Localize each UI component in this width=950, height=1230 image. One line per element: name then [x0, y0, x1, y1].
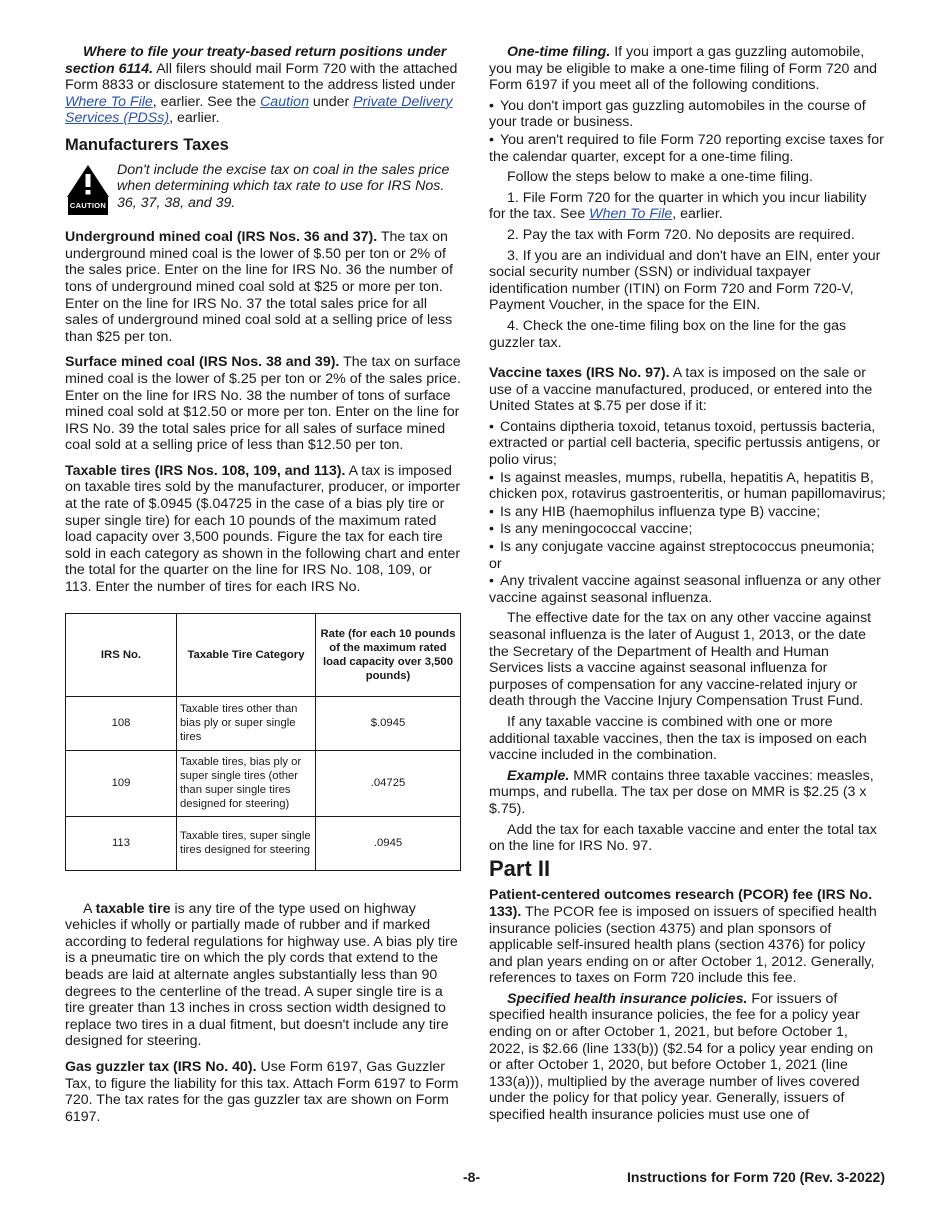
cell-irs-no: 109: [66, 750, 177, 816]
cell-category: Taxable tires other than bias ply or super single tires: [177, 696, 316, 750]
table-row: [66, 816, 461, 870]
list-item: • You don't import gas guzzling automobiles in the course of your trade or business.: [489, 98, 886, 131]
example-paragraph: Example. MMR contains three taxable vaccines: measles, mumps, and rubella. The tax per dose on MMR is $2.25 (3 x $.75).: [489, 767, 874, 817]
cell-irs-no: 108: [66, 696, 177, 750]
warning-triangle-icon: [66, 164, 110, 198]
table-header-row: [66, 613, 461, 696]
list-item: • Is against measles, mumps, rubella, hepatitis A, hepatitis B, chicken pox, rotavirus gastroenteritis, or human papillomavirus;: [489, 470, 886, 503]
taxable-tire-definition: A taxable tire is any tire of the type used on highway vehicles if wholly or partially made of rubber and if marked according to federal regulations for highway use. A bias ply tire is a pneumatic tire on which the ply cords that extend to the beads are laid at alternate angles substantially less than 90 degrees to the centerline of the tread. A super single tire is a tire greater than 13 inches in cross section width designed to replace two tires in a dual fitment, but doesn't include any tire designed for steering.: [65, 900, 458, 1050]
cell-rate: .0945: [316, 816, 461, 870]
one-time-filing-paragraph: One-time filing. If you import a gas guzzling automobile, you may be eligible to make a one-time filing of Form 720 and Form 6197 if you meet all of the following conditions.: [489, 44, 877, 94]
cell-rate: $.0945: [316, 696, 461, 750]
treaty-lead: Where to file your treaty-based return positions under section 6114.: [65, 44, 447, 77]
right-column: [489, 44, 886, 1133]
step-1: 1. File Form 720 for the quarter in which you incur liability for the tax. See When To File, earlier.: [489, 189, 867, 223]
caution-icon: [65, 164, 111, 216]
vaccine-taxes-paragraph: Vaccine taxes (IRS No. 97). A tax is imposed on the sale or use of a vaccine manufactured, produced, or entered into the United States at $.75 per dose if it:: [489, 365, 873, 415]
list-item: • Is any meningococcal vaccine;: [489, 521, 886, 538]
caution-text: Don't include the excise tax on coal in the sales price when determining which tax rate to use for IRS Nos. 36, 37, 38, and 39.: [117, 161, 450, 211]
when-to-file-link[interactable]: When To File: [589, 206, 673, 223]
underground-coal-paragraph: Underground mined coal (IRS Nos. 36 and 37). The tax on underground mined coal is the lower of $.50 per ton or 2% of the sales price. Enter on the line for IRS No. 36 the number of tons of underground mined coal sold at $25 or more per ton. Enter on the line for IRS No. 37 the total sales price for all sales of underground mined coal sold at a selling price of less than $25 per ton.: [65, 229, 454, 345]
part-ii-heading: Part II: [489, 855, 551, 881]
header-irs-no: IRS No.: [66, 613, 177, 696]
list-item: • You aren't required to file Form 720 reporting excise taxes for the calendar quarter, except for a one-time filing.: [489, 132, 886, 165]
page-number: -8-: [463, 1169, 481, 1185]
list-item: • Is any HIB (haemophilus influenza type B) vaccine;: [489, 504, 886, 521]
add-tax-paragraph: Add the tax for each taxable vaccine and enter the total tax on the line for IRS No. 97.: [489, 821, 877, 855]
taxable-tires-paragraph: Taxable tires (IRS Nos. 108, 109, and 113). A tax is imposed on taxable tires sold by the manufacturer, producer, or importer at the rate of $.0945 ($.04725 in the case of a bias ply tire or super single tire) for each 10 pounds of the maximum rated load capacity over 3,500 pounds. Figure the tax for each tire sold in each category as shown in the following chart and enter the total for the quarter on the line for IRS No. 108, 109, or 113. Enter the number of tires for each IRS No.: [65, 462, 461, 596]
left-column: [65, 44, 462, 1134]
manufacturers-taxes-heading: Manufacturers Taxes: [65, 135, 229, 154]
steps-intro: Follow the steps below to make a one-time filing.: [507, 169, 813, 186]
pdss-link[interactable]: Private Delivery Services (PDSs): [65, 93, 453, 127]
header-category: Taxable Tire Category: [177, 613, 316, 696]
surface-coal-paragraph: Surface mined coal (IRS Nos. 38 and 39). The tax on surface mined coal is the lower of $.25 per ton or 2% of the sales price. Enter on the line for IRS No. 38 the number of tons of surface mined coal sold at $12.50 or more per ton. Enter on the line for IRS No. 39 the total sales price for all sales of surface mined coal sold at a selling price of less than $12.50 per ton.: [65, 354, 461, 454]
where-to-file-link[interactable]: Where To File: [65, 93, 153, 110]
list-item: • Contains diptheria toxoid, tetanus toxoid, pertussis bacteria, extracted or partial cell bacteria, specific pertussis antigens, or polio virus;: [489, 419, 886, 469]
cell-irs-no: 113: [66, 816, 177, 870]
cell-rate: .04725: [316, 750, 461, 816]
table-row: [66, 696, 461, 750]
list-item: • Any trivalent vaccine against seasonal influenza or any other vaccine against seasonal influenza.: [489, 573, 886, 606]
list-item: • Is any conjugate vaccine against streptococcus pneumonia; or: [489, 539, 886, 572]
caution-label: CAUTION: [68, 197, 108, 216]
gas-guzzler-paragraph: Gas guzzler tax (IRS No. 40). Use Form 6197, Gas Guzzler Tax, to figure the liability for this tax. Attach Form 6197 to Form 720. The tax rates for the gas guzzler tax are shown on Form 6197.: [65, 1058, 459, 1125]
step-4: 4. Check the one-time filing box on the line for the gas guzzler tax.: [489, 317, 847, 351]
header-rate: Rate (for each 10 pounds of the maximum rated load capacity over 3,500 pounds): [316, 613, 461, 696]
tire-rate-table: [65, 613, 461, 871]
effective-date-paragraph: The effective date for the tax on any other vaccine against seasonal influenza is the later of August 1, 2013, or the date the Secretary of the Department of Health and Human Services lists a vaccine against seasonal influenza for purposes of compensation for any vaccine-related injury or death through the Vaccine Injury Compensation Trust Fund.: [489, 610, 872, 710]
caution-link[interactable]: Caution: [260, 93, 309, 110]
combined-vaccine-paragraph: If any taxable vaccine is combined with one or more additional taxable vaccines, then the tax is imposed on each vaccine included in the combination.: [489, 713, 867, 764]
table-row: [66, 750, 461, 816]
pcor-paragraph: Patient-centered outcomes research (PCOR) fee (IRS No. 133). The PCOR fee is imposed on issuers of specified health insurance policies (section 4375) and plan sponsors of applicable self-insured health plans (section 4376) for policy and plan years ending on or after October 1, 2012. Generally, references to taxes on Form 720 include this fee.: [489, 887, 877, 987]
treaty-paragraph: Where to file your treaty-based return positions under section 6114. All filers should mail Form 720 with the attached Form 8833 or disclosure statement to the address listed under Where To File, earlier. See the Caution under Private Delivery Services (PDSs), earlier.: [65, 44, 458, 127]
step-2: 2. Pay the tax with Form 720. No deposits are required.: [507, 226, 855, 243]
specified-policies-paragraph: Specified health insurance policies. For issuers of specified health insurance policies, the fee for a policy year ending on or after October 1, 2021, but before October 1, 2022, is $2.66 (line 133(b)) ($2.54 for a policy year ending on or after October 1, 2020, but before October 1, 2021 (line 133(a))), multiplied by the average number of lives covered under the policy for that policy year. Generally, issuers of specified health insurance policies must use one of: [489, 990, 874, 1124]
document-title: Instructions for Form 720 (Rev. 3-2022): [626, 1169, 885, 1185]
step-3: 3. If you are an individual and don't have an EIN, enter your social security number (SSN) or individual taxpayer identification number (ITIN) on Form 720 and Form 720-V, Payment Voucher, in the space for the EIN.: [489, 247, 881, 314]
cell-category: Taxable tires, super single tires designed for steering: [177, 816, 316, 870]
cell-category: Taxable tires, bias ply or super single tires (other than super single tires designed for steering): [177, 750, 316, 816]
caution-box: [65, 162, 462, 216]
